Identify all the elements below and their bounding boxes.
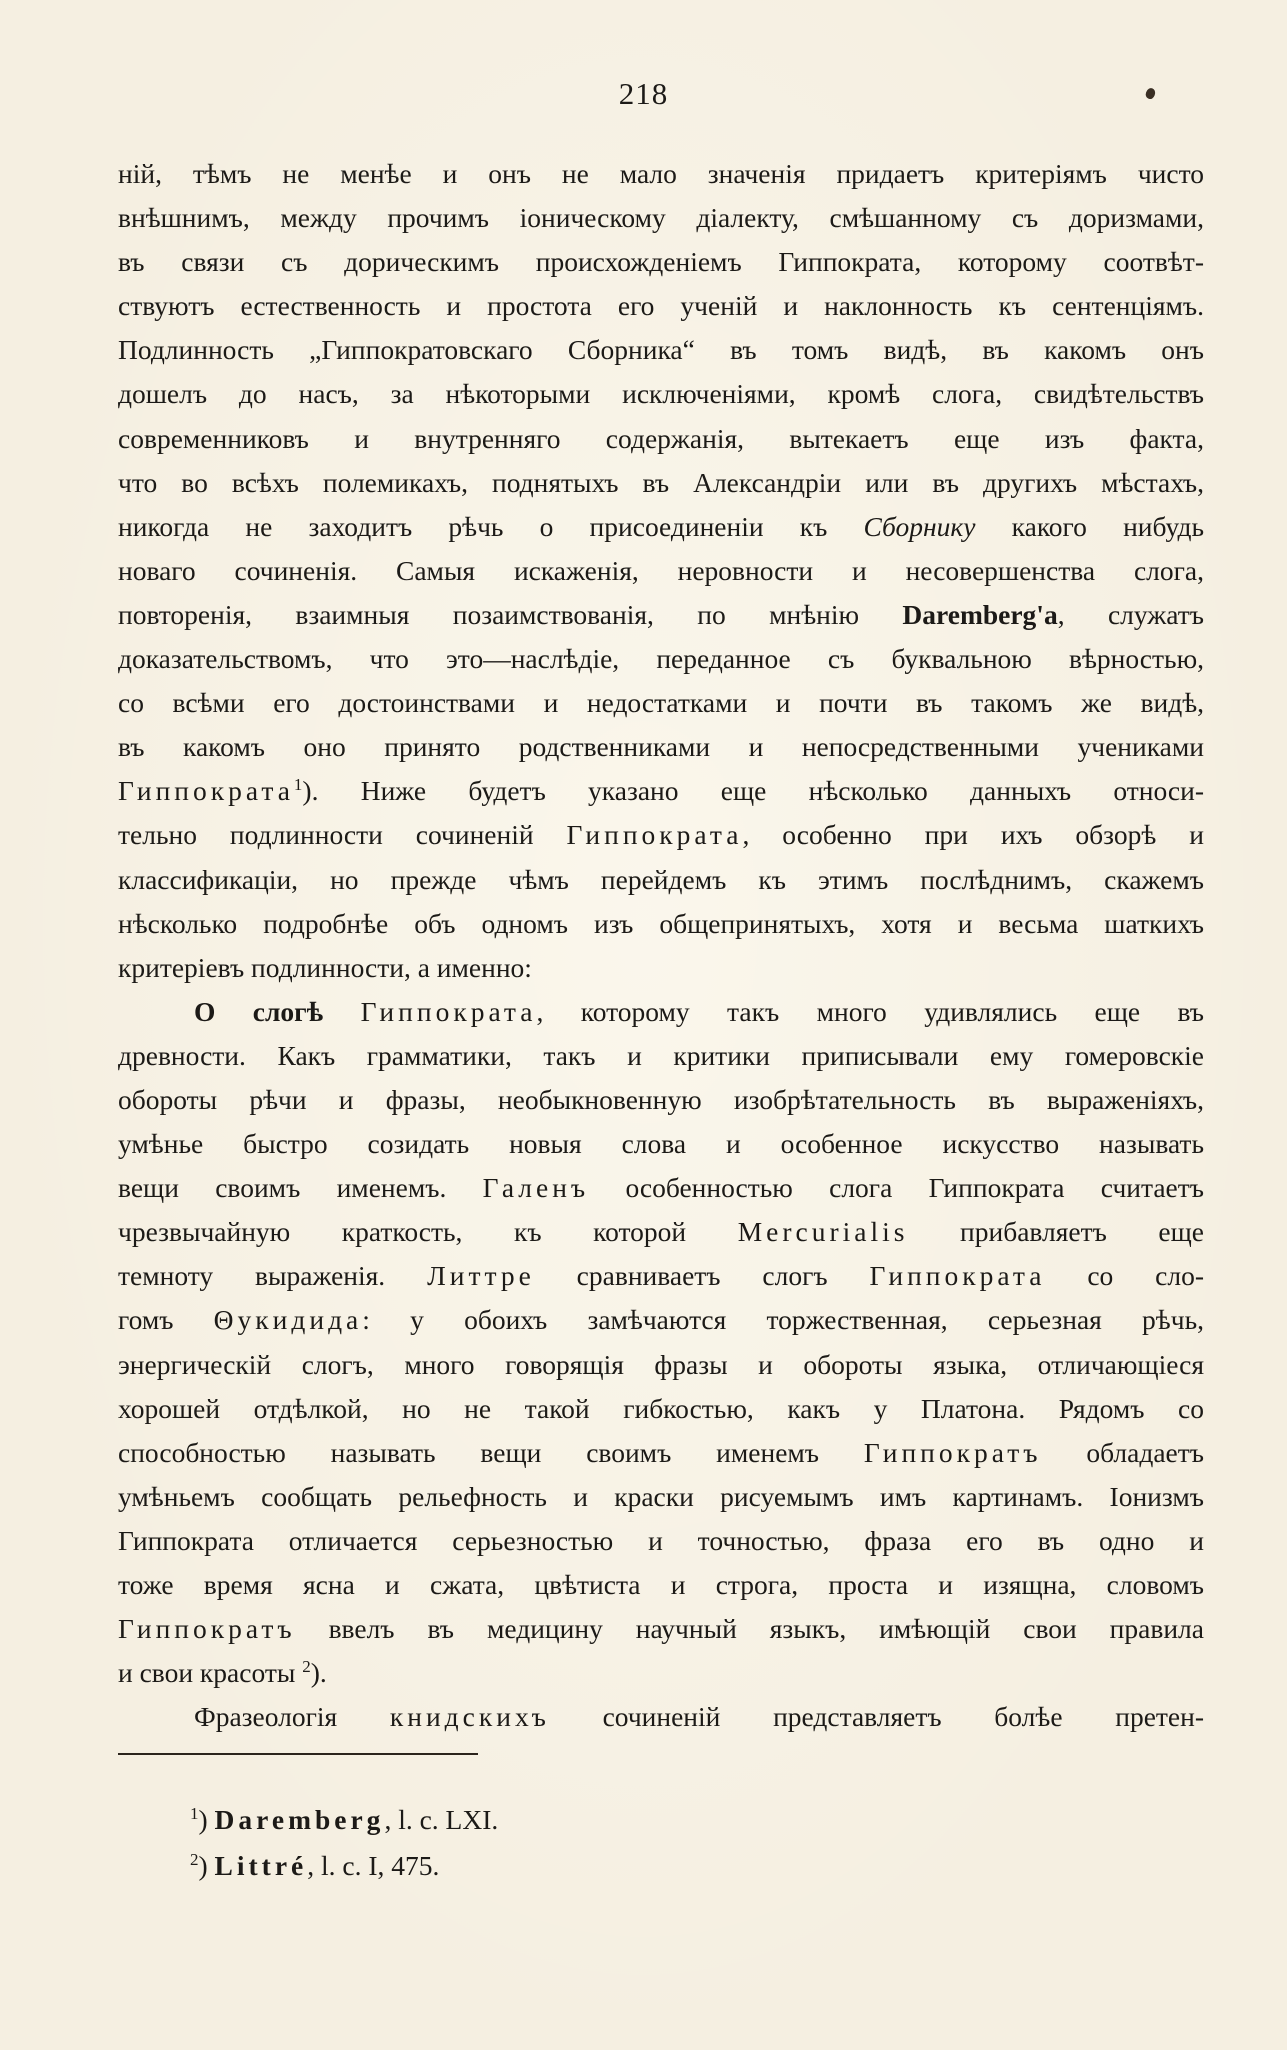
text-line [118,1387,1204,1431]
text-line [118,858,1204,902]
text-line [118,284,1204,328]
text-span-spaced: Гиппократъ [863,1436,1042,1468]
text-line [118,1343,1204,1387]
footnote-reference: , l. c. I, 475. [307,1850,440,1881]
text-line [118,1034,1204,1078]
text-line [118,990,1204,1034]
text-span-spaced: Гиппократа [360,995,537,1027]
text-span-text: доказательствомъ, что это—наслѣдіе, переданное съ буквальною вѣрностью, [118,643,1204,675]
text-line [118,637,1204,681]
text-span-text: умѣньемъ сообщать рельефность и краски рисуемымъ имъ картинамъ. Іонизмъ [118,1480,1204,1512]
text-span-text: ствуютъ естественность и простота его ученій и наклонность къ сентенціямъ. [118,290,1204,322]
text-span-spaced2: Гиппократа [869,1260,1046,1292]
text-line [118,1254,1204,1298]
text-span-italic: Сборнику [863,510,976,542]
text-line [118,1210,1204,1254]
text-line [118,328,1204,372]
text-span-text: критеріевъ подлинности, а именно: [118,951,532,983]
text-span-text: ній, тѣмъ не менѣе и онъ не мало значенія придаетъ критеріямъ чисто [118,158,1204,189]
text-span-text: древности. Какъ грамматики, такъ и критики приписывали ему гомеровскіе [118,1039,1204,1071]
text-line [118,681,1204,725]
text-span-text: въ связи съ дорическимъ происхожденіемъ Гиппократа, которому соотвѣт- [118,246,1204,278]
text-span-text: хорошей отдѣлкой, но не такой гибкостью, какъ у Платона. Рядомъ со [118,1392,1204,1424]
text-line [118,461,1204,505]
text-span-spaced: Гиппократа [566,819,743,851]
text-span-post: , особенно при ихъ обзорѣ и [742,819,1204,851]
text-line [118,946,1204,990]
text-line [118,1695,1204,1739]
text-span-spaced: Mercurialis [737,1216,909,1248]
text-line [118,1607,1204,1651]
text-span-text: дошелъ до насъ, за нѣкоторыми исключеніями, кромѣ слога, свидѣтельствъ [118,378,1204,410]
text-line [118,152,1204,196]
text-span-pre: гомъ [118,1304,214,1336]
text-line [118,593,1204,637]
text-span-bold: О слогѣ [194,995,324,1027]
body-text [118,152,1204,1739]
footnote-reference-mark: 1 [293,775,303,795]
text-span-text: внѣшнимъ, между прочимъ іоническому діалекту, смѣшанному съ доризмами, [118,202,1204,234]
footnote-1: $^1$) Daremberg, l. c. LXI. [190,1803,499,1835]
text-span-spaced: Гиппократа [118,775,294,807]
text-span-post: : у обоихъ замѣчаются торжественная, серьезная рѣчь, [362,1304,1204,1336]
text-span-spaced: Θукидида [213,1304,363,1336]
footnote-author: Daremberg [214,1804,385,1835]
text-line [118,1519,1204,1563]
text-span-post: сочиненій представляетъ болѣе претен- [549,1701,1204,1733]
text-span-spaced: Литтре [427,1260,535,1292]
text-span-text: обороты рѣчи и фразы, необыкновенную изобрѣтательность въ выраженіяхъ, [118,1083,1204,1115]
footnote-reference: , l. c. LXI. [384,1804,499,1835]
text-span-pre: чрезвычайную краткость, къ которой [118,1216,738,1248]
text-span-text: умѣнье быстро созидать новыя слова и особенное искусство называть [118,1128,1204,1160]
footnote-author: Littré [214,1850,308,1881]
text-span-post2: со сло- [1045,1260,1204,1292]
text-line [118,902,1204,946]
text-line [118,549,1204,593]
text-span-text: энергическій слогъ, много говорящія фразы и обороты языка, отличающіеся [118,1348,1204,1380]
text-line [118,1651,1204,1695]
text-line [118,725,1204,769]
text-span-post: сравниваетъ слогъ [534,1260,870,1292]
text-line [118,1298,1204,1342]
text-span-pre: способностью называть вещи своимъ именемъ [118,1436,864,1468]
text-span-text: Подлинность „Гиппократовскаго Сборника“ въ томъ видѣ, въ какомъ онъ [118,334,1204,366]
text-span-text: Гиппократа отличается серьезностью и точностью, фраза его въ одно и [118,1524,1204,1556]
text-span-pre: никогда не заходитъ рѣчь о присоединеніи къ [118,510,864,542]
text-span-post: прибавляетъ еще [908,1216,1204,1248]
text-span-text: классификаціи, но прежде чѣмъ перейдемъ къ этимъ послѣднимъ, скажемъ [118,863,1204,895]
text-line [118,1563,1204,1607]
text-line [118,505,1204,549]
text-line [118,240,1204,284]
text-span-post: ввелъ въ медицину научный языкъ, имѣющій свои правила [295,1613,1204,1645]
text-line [118,1122,1204,1166]
text-span-text: тоже время ясна и сжата, цвѣтиста и строга, проста и изящна, словомъ [118,1569,1204,1600]
text-span-text: въ какомъ оно принято родственниками и непосредственными учениками [118,731,1204,763]
footnote-2: $^2$) Littré, l. c. I, 475. [190,1849,440,1881]
text-line [118,417,1204,461]
text-span-post: особенностью слога Гиппократа считаетъ [589,1172,1204,1204]
text-line [118,1431,1204,1475]
text-span-post: какого нибудь [975,510,1204,542]
text-span-spaced: книдскихъ [389,1701,550,1733]
text-line [118,196,1204,240]
text-span-text: современниковъ и внутренняго содержанія, вытекаетъ еще изъ факта, [118,422,1204,454]
text-line [118,1475,1204,1519]
text-span-pre: и свои красоты [118,1657,303,1689]
text-span-text: нѣсколько подробнѣе объ одномъ изъ общепринятыхъ, хотя и весьма шаткихъ [118,907,1204,939]
text-line [118,1166,1204,1210]
text-span-post: ). [310,1657,327,1689]
text-line [118,813,1204,857]
text-line [118,372,1204,416]
text-span-bold: Daremberg'a [902,598,1058,630]
text-line [118,1078,1204,1122]
text-span-post: ). Ниже будетъ указано еще нѣсколько данныхъ относи- [302,775,1204,807]
text-span-text: что во всѣхъ полемикахъ, поднятыхъ въ Александріи или въ другихъ мѣстахъ, [118,466,1204,498]
page-number: 218 [618,76,669,111]
text-span-pre: повторенія, взаимныя позаимствованія, по мнѣнію [118,598,903,630]
footnote-mark: 1 [190,1803,199,1823]
text-span-text: новаго сочиненія. Самыя искаженія, неровности и несовершенства слога, [118,554,1204,586]
text-span-spaced: Гиппократъ [118,1613,296,1645]
text-line [118,769,1204,813]
text-span-post: , служатъ [1057,598,1204,630]
text-span-text: со всѣми его достоинствами и недостатками и почти въ такомъ же видѣ, [118,687,1204,719]
footnote-rule [118,1753,478,1755]
text-span-spaced: Галенъ [482,1172,590,1204]
text-span-pre: тельно подлинности сочиненій [118,819,567,851]
footnote-reference-mark: 2 [302,1657,311,1677]
text-span-pre: Фразеологія [194,1701,390,1733]
text-span-post: обладаетъ [1041,1436,1204,1468]
footnote-mark: 2 [190,1849,199,1869]
text-span-pre: вещи своимъ именемъ. [118,1172,483,1204]
text-span-post: , которому такъ много удивлялись еще въ [536,995,1204,1027]
text-span-pre: темноту выраженія. [118,1260,428,1292]
